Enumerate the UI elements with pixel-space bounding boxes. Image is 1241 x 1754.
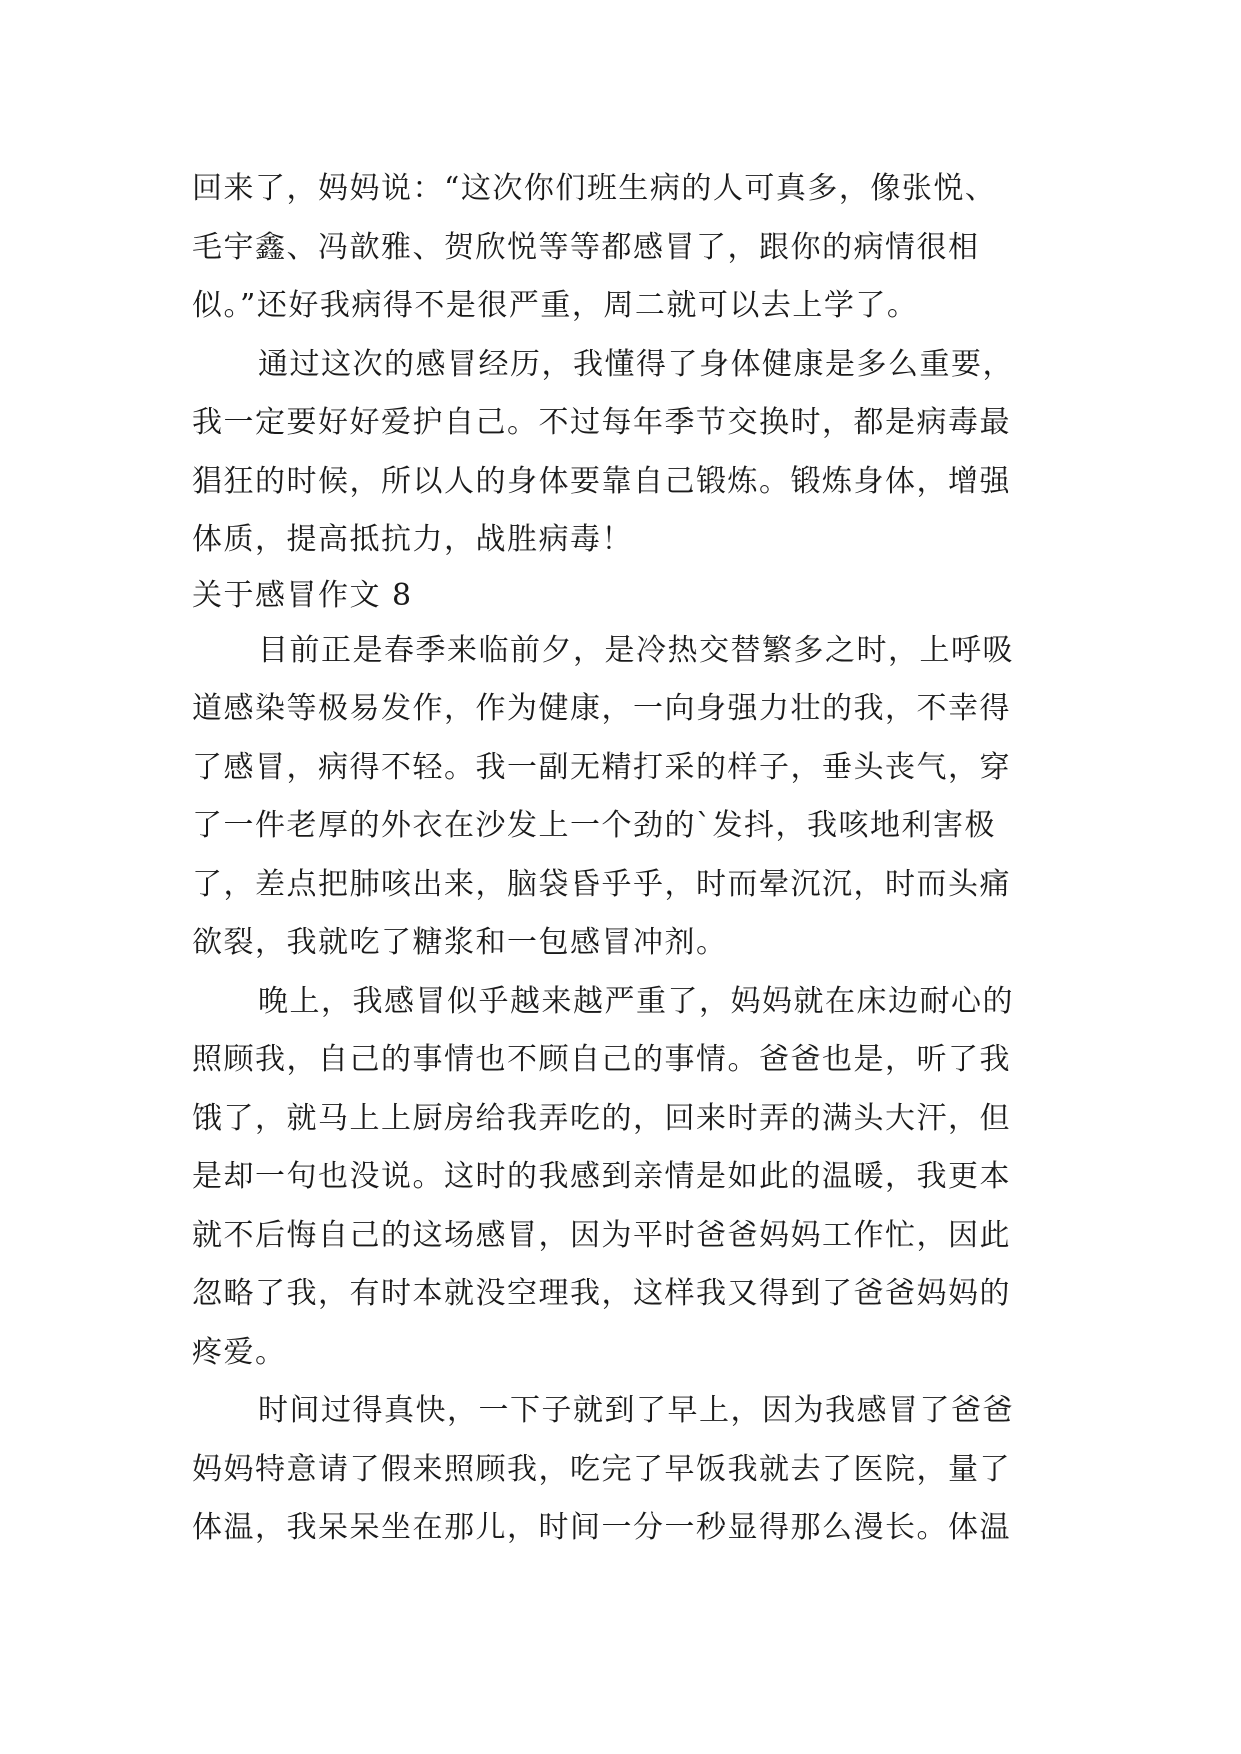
- paragraph-line: 了，差点把肺咳出来，脑袋昏乎乎，时而晕沉沉，时而头痛: [192, 866, 1011, 902]
- paragraph-line: 饿了，就马上上厨房给我弄吃的，回来时弄的满头大汗，但: [192, 1100, 1011, 1136]
- paragraph-line: 通过这次的感冒经历，我懂得了身体健康是多么重要，: [258, 346, 1014, 382]
- paragraph-line: 似。”还好我病得不是很严重，周二就可以去上学了。: [192, 288, 919, 323]
- paragraph-line: 了感冒，病得不轻。我一副无精打采的样子，垂头丧气，穿: [192, 749, 1011, 785]
- paragraph: [192, 336, 1050, 570]
- paragraph-line: 猖狂的时候，所以人的身体要靠自己锻炼。锻炼身体，增强: [192, 463, 1011, 499]
- paragraph-line: 欲裂，我就吃了糖浆和一包感冒冲剂。: [192, 925, 728, 960]
- paragraph-line: 回来了，妈妈说：“这次你们班生病的人可真多，像张悦、: [192, 171, 997, 206]
- paragraph-line: 体温，我呆呆坐在那儿，时间一分一秒显得那么漫长。体温: [192, 1510, 1011, 1545]
- paragraph: [192, 973, 1050, 1383]
- heading-text: 关于感冒作文 8: [192, 577, 413, 613]
- paragraph-line: 疼爱。: [192, 1334, 287, 1370]
- paragraph-line: 是却一句也没说。这时的我感到亲情是如此的温暖，我更本: [192, 1159, 1011, 1194]
- paragraph-line: 体质，提高抵抗力，战胜病毒！: [192, 522, 633, 557]
- paragraph-line: 了一件老厚的外衣在沙发上一个劲的`发抖，我咳地利害极: [192, 808, 996, 843]
- paragraph-line: 忽略了我，有时本就没空理我，这样我又得到了爸爸妈妈的: [192, 1276, 1011, 1311]
- paragraph: [192, 160, 1050, 336]
- document-body: [192, 160, 1050, 1558]
- paragraph-line: 我一定要好好爱护自己。不过每年季节交换时，都是病毒最: [192, 405, 1011, 440]
- paragraph: [192, 1382, 1050, 1558]
- section-heading: [192, 570, 1050, 622]
- paragraph-line: 就不后悔自己的这场感冒，因为平时爸爸妈妈工作忙，因此: [192, 1217, 1011, 1253]
- paragraph-line: 目前正是春季来临前夕，是冷热交替繁多之时，上呼吸: [258, 632, 1014, 668]
- paragraph-line: 妈妈特意请了假来照顾我，吃完了早饭我就去了医院，量了: [192, 1451, 1011, 1487]
- paragraph-line: 道感染等极易发作，作为健康，一向身强力壮的我，不幸得: [192, 691, 1011, 726]
- paragraph-line: 照顾我，自己的事情也不顾自己的事情。爸爸也是，听了我: [192, 1042, 1011, 1077]
- paragraph-line: 时间过得真快，一下子就到了早上，因为我感冒了爸爸: [258, 1393, 1014, 1428]
- paragraph-line: 毛宇鑫、冯歆雅、贺欣悦等等都感冒了，跟你的病情很相: [192, 229, 980, 265]
- paragraph: [192, 622, 1050, 973]
- paragraph-line: 晚上，我感冒似乎越来越严重了，妈妈就在床边耐心的: [258, 983, 1014, 1019]
